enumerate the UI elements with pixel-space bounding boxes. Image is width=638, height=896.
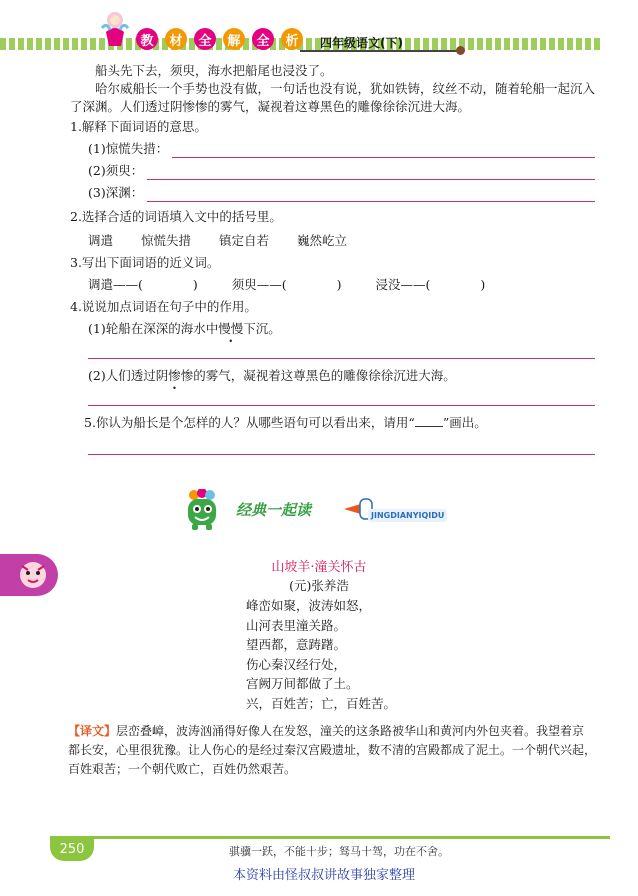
answer-line[interactable]: [88, 442, 595, 455]
section-badge: [178, 485, 468, 535]
page-header: [0, 0, 638, 60]
answer-line[interactable]: [147, 165, 595, 180]
sentence-text: (2)人们透过: [88, 368, 156, 383]
answer-line[interactable]: [88, 346, 595, 359]
question-1-item: [88, 140, 595, 158]
answer-line[interactable]: [88, 393, 595, 406]
question-1-item-label: (1)惊慌失措：: [88, 141, 169, 156]
book-title: [136, 28, 303, 50]
green-monster-icon: [182, 489, 222, 531]
question-4-sentence-2: [88, 367, 595, 385]
book-title-char: 材: [165, 28, 187, 50]
poem-line: 峰峦如聚，波涛如怒，: [246, 598, 372, 613]
poem-author: (元)张养浩: [289, 578, 349, 593]
synonym-item[interactable]: 浸没——( ): [375, 277, 486, 292]
header-rule-dot: [456, 46, 465, 55]
translation-tag: 【译文】: [68, 724, 117, 738]
question-3-label: 3.写出下面词语的近义词。: [70, 255, 220, 270]
synonym-item[interactable]: 须臾——( ): [231, 277, 342, 292]
dotted-word: 慢慢: [218, 321, 244, 336]
book-title-char: 全: [194, 28, 216, 50]
book-title-char: 解: [223, 28, 245, 50]
word-option: 巍然屹立: [297, 233, 348, 248]
poem-body: [246, 596, 396, 713]
question-1-item: [88, 162, 595, 180]
word-option: 调遣: [88, 233, 114, 248]
poem-line: 宫阙万间都做了土。: [246, 676, 359, 691]
question-4-label: 4.说说加点词语在句子中的作用。: [70, 299, 257, 314]
passage-line: 船头先下去，须臾，海水把船尾也浸没了。: [95, 63, 333, 78]
book-title-char: 全: [252, 28, 274, 50]
sentence-text: 的雾气，凝视着这尊黑色的雕像徐徐沉进大海。: [193, 368, 456, 383]
grade-label: 四年级语文(下): [320, 36, 403, 50]
poem-line: 山河表里潼关路。: [246, 617, 347, 633]
footer-motto: 骐骥一跃，不能十步；驽马十驾，功在不舍。: [229, 845, 449, 858]
question-3-items: [88, 276, 595, 294]
translation-text: 层峦叠嶂，波涛汹涌得好像人在发怒，潼关的这条路被华山和黄河内外包夹着。我望着京都长安，心里很犹豫。让人伤心的是经过秦汉宫殿遗址，数不清的宫殿都成了泥土。一个朝代兴起，百姓艰苦；一个朝代败亡，百姓仍然艰苦。: [68, 724, 597, 776]
poem-title: 山坡羊·潼关怀古: [271, 560, 367, 575]
question-5-text: ”画出。: [442, 415, 487, 430]
exercise-content: [70, 62, 595, 455]
sentence-text: (1)轮船在深深的海水中: [88, 321, 219, 336]
question-5-label: [70, 414, 595, 432]
sentence-text: 下沉。: [243, 321, 281, 336]
book-title-char: 教: [136, 28, 158, 50]
dotted-word: 阴惨惨: [155, 368, 194, 383]
page-number: 250: [50, 839, 94, 861]
word-option: 镇定自若: [219, 233, 270, 248]
footer-rule: [50, 836, 610, 839]
answer-line[interactable]: [172, 143, 595, 158]
question-1-label: 1.解释下面词语的意思。: [70, 119, 207, 134]
fairy-mascot-icon: [98, 10, 132, 50]
poem-line: 望西都，意踌躇。: [246, 637, 347, 652]
question-1-item-label: (3)深渊：: [88, 185, 144, 200]
question-4-sentence-1: [88, 320, 595, 338]
word-option: 惊慌失措: [141, 233, 192, 248]
question-2-word-bank: [88, 232, 595, 250]
section-title: 经典一起读: [236, 501, 312, 519]
section-subtitle: JINGDIANYIQIDU: [368, 509, 447, 522]
poem-translation: [68, 722, 596, 779]
book-title-char: 析: [281, 28, 303, 50]
synonym-item[interactable]: 调遣——( ): [88, 277, 198, 292]
quote-blank[interactable]: [415, 414, 443, 427]
answer-line[interactable]: [147, 187, 595, 202]
question-2-label: 2.选择合适的词语填入文中的括号里。: [70, 209, 282, 224]
question-1-item: [88, 184, 595, 202]
poem-line: 兴，百姓苦；亡，百姓苦。: [246, 695, 397, 711]
question-5-text: 5.你认为船长是个怎样的人？从哪些语句可以看出来，请用“: [84, 415, 415, 430]
passage-paragraph: 哈尔威船长一个手势也没有做，一句话也没有说，犹如铁铸，纹丝不动，随着轮船一起沉入了深渊。人们透过阴惨惨的雾气，凝视着这尊黑色的雕像徐徐沉进大海。: [70, 81, 596, 114]
question-1-item-label: (2)须臾：: [88, 163, 144, 178]
footer-watermark: 本资料由怪叔叔讲故事独家整理: [232, 868, 415, 883]
poem-line: 伤心秦汉经行处，: [246, 656, 347, 672]
